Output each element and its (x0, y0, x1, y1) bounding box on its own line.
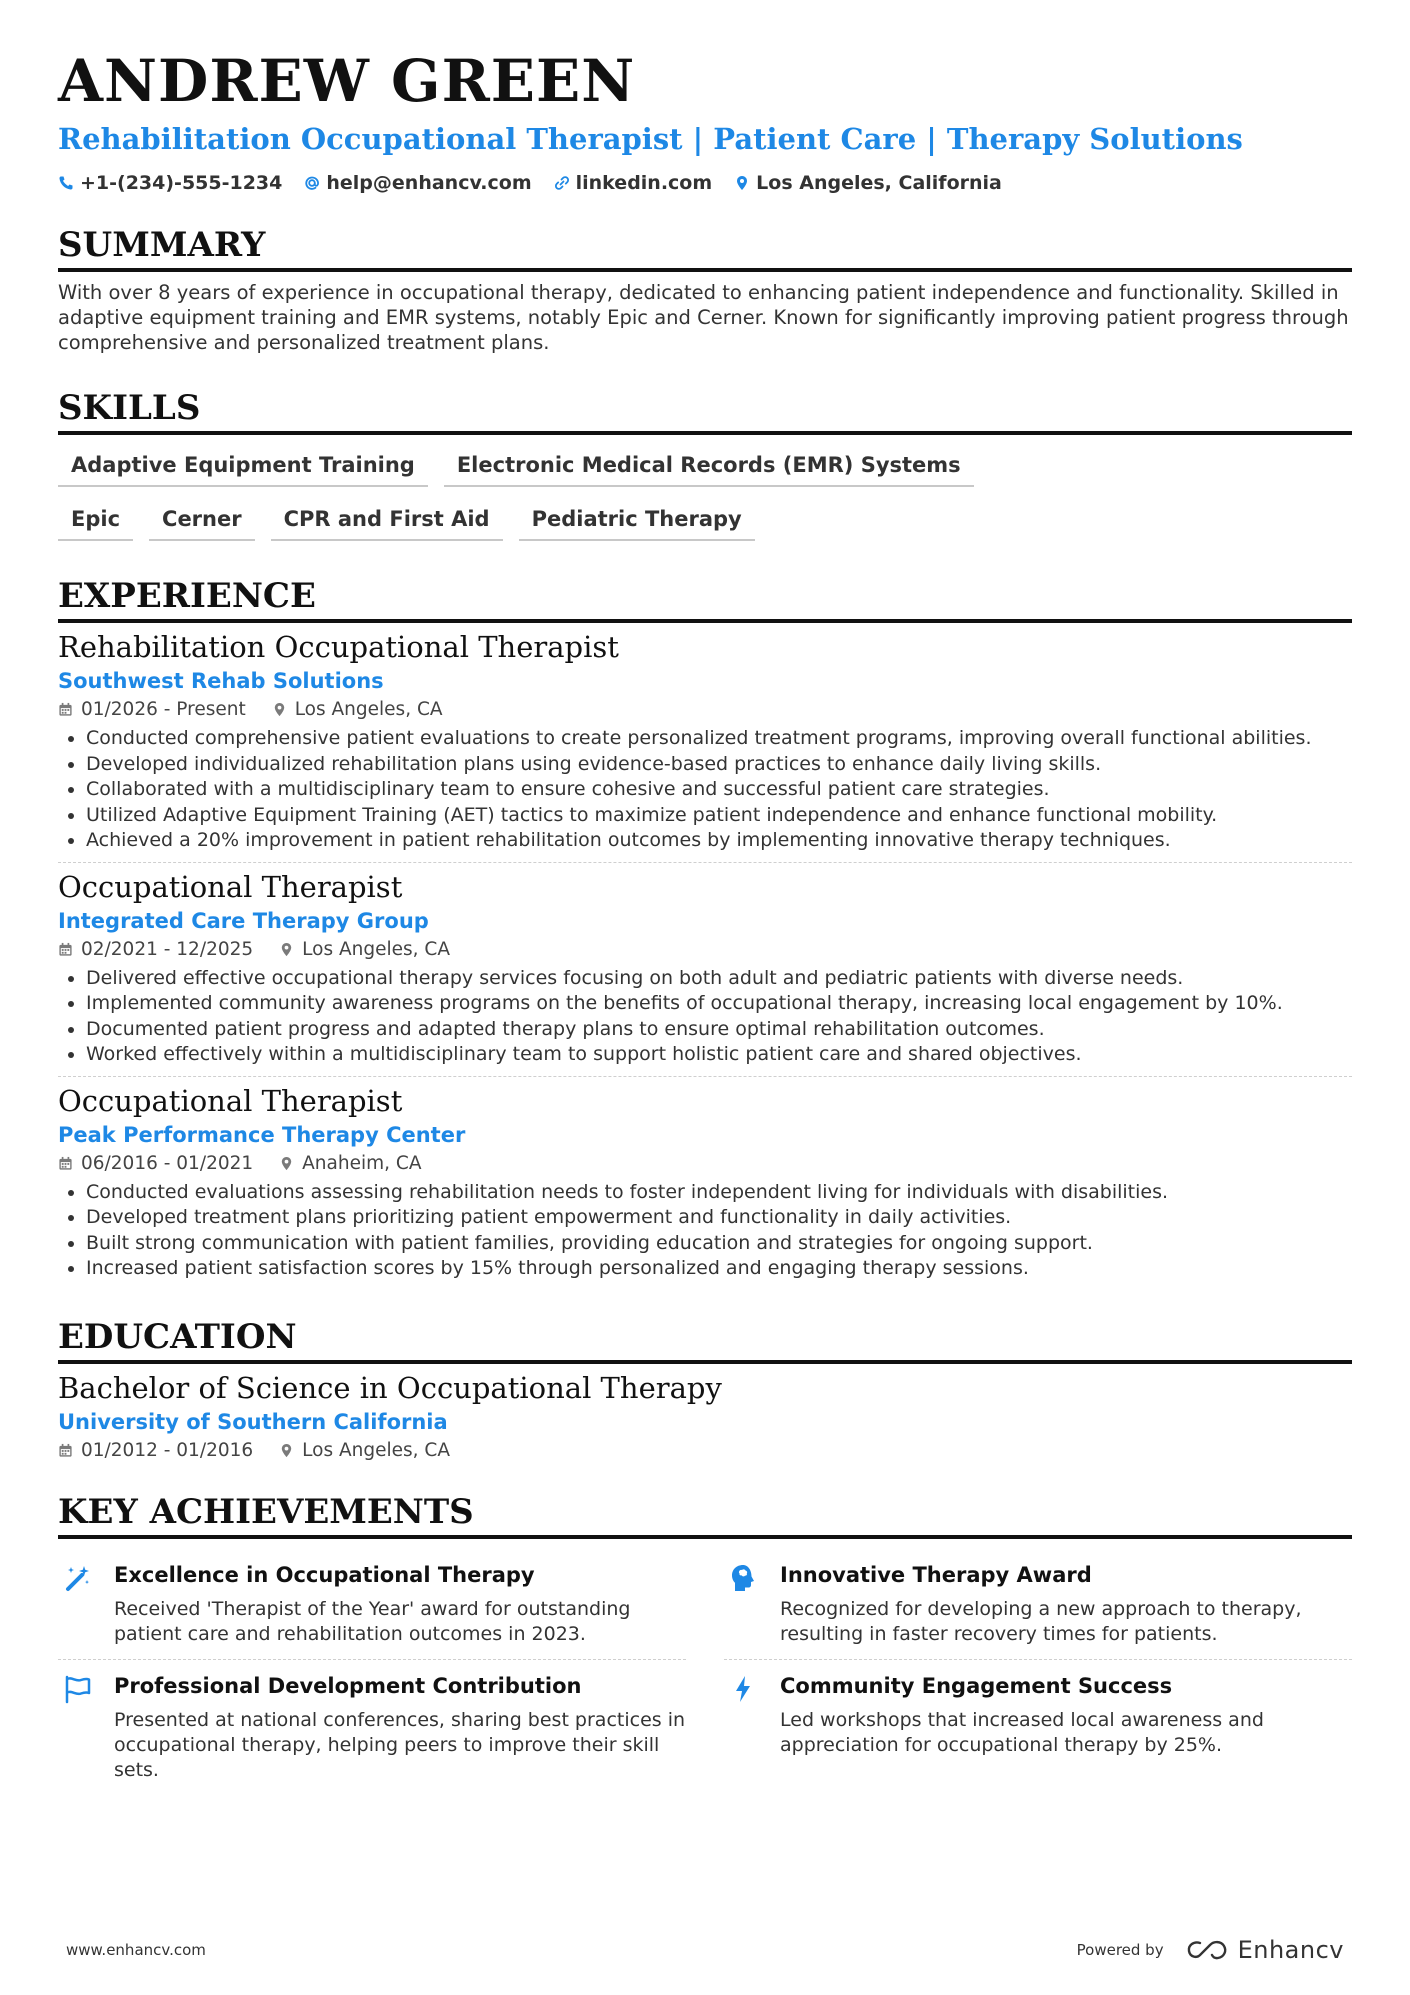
location-text: Los Angeles, CA (294, 699, 443, 720)
achievement-item (58, 1549, 686, 1660)
achievement-title: Innovative Therapy Award (780, 1562, 1092, 1587)
achievement-item (724, 1660, 1352, 1795)
dates-text: 06/2016 - 01/2021 (81, 1152, 254, 1174)
experience-section (58, 575, 1352, 1290)
map-pin-icon (279, 1156, 294, 1171)
company-name: Integrated Care Therapy Group (58, 908, 429, 933)
skill-tag: Adaptive Equipment Training (58, 447, 428, 487)
contact-location (734, 172, 1002, 194)
skill-tag: CPR and First Aid (271, 501, 503, 541)
phone-text: +1-(234)-555-1234 (80, 172, 283, 194)
summary-title: SUMMARY (58, 224, 1352, 272)
bullet-item: • Conducted evaluations assessing rehabilitation needs to foster independent living for individuals with disabilities. (86, 1180, 1352, 1206)
skills-section (58, 387, 1352, 541)
achievement-icon-wrap (728, 1561, 766, 1647)
skills-list (58, 447, 1058, 541)
job-location (272, 699, 443, 720)
bullet-item: • Developed treatment plans prioritizing patient empowerment and functionality in daily activities. (86, 1205, 1352, 1231)
achievement-item (724, 1549, 1352, 1660)
achievement-icon-wrap (728, 1672, 766, 1783)
flag-icon (62, 1674, 92, 1704)
skill-tag: Electronic Medical Records (EMR) Systems (444, 447, 974, 487)
bullet-item: • Worked effectively within a multidisciplinary team to support holistic patient care and shared objectives. (86, 1042, 1352, 1068)
achievement-icon-wrap (62, 1561, 100, 1647)
calendar-icon (58, 702, 73, 717)
education-section (58, 1316, 1352, 1461)
skill-tag: Pediatric Therapy (519, 501, 755, 541)
achievement-desc: Received 'Therapist of the Year' award for outstanding patient care and rehabilitation outcomes in 2023. (114, 1597, 631, 1645)
bullet-item: • Utilized Adaptive Equipment Training (AET) tactics to maximize patient independence and enhance functional mobility. (86, 803, 1352, 829)
job-title: Occupational Therapist (58, 1083, 403, 1118)
dates-text: 01/2012 - 01/2016 (81, 1439, 254, 1461)
candidate-name: ANDREW GREEN (58, 47, 636, 115)
phone-icon (58, 175, 74, 191)
bullet-item: • Achieved a 20% improvement in patient rehabilitation outcomes by implementing innovative therapy techniques. (86, 828, 1352, 854)
contact-bar (58, 172, 1352, 194)
job-location (279, 1153, 421, 1174)
bullet-item: • Increased patient satisfaction scores by 15% through personalized and engaging therapy sessions. (86, 1256, 1352, 1282)
job-bullets (58, 966, 1352, 1068)
company-name: Southwest Rehab Solutions (58, 669, 384, 693)
achievement-title: Community Engagement Success (780, 1673, 1173, 1698)
map-pin-icon (734, 175, 750, 191)
job-meta (58, 699, 1352, 720)
achievements-grid (58, 1549, 1352, 1795)
skill-tag: Cerner (149, 501, 255, 541)
achievement-title: Professional Development Contribution (114, 1673, 582, 1698)
location-text: Los Angeles, CA (302, 938, 450, 960)
map-pin-icon (279, 1443, 294, 1458)
degree-title: Bachelor of Science in Occupational Therapy (58, 1370, 722, 1405)
magic-wand-icon (62, 1563, 92, 1593)
job-entry (58, 1076, 1352, 1290)
summary-section (58, 224, 1352, 355)
achievement-item (58, 1660, 686, 1795)
enhancv-logo-icon (1186, 1939, 1230, 1961)
location-text: Los Angeles, California (756, 172, 1002, 194)
achievement-title: Excellence in Occupational Therapy (114, 1562, 535, 1587)
bullet-item: • Documented patient progress and adapted therapy plans to ensure optimal rehabilitation outcomes. (86, 1017, 1352, 1043)
head-brain-icon (728, 1563, 758, 1593)
education-dates (58, 1440, 253, 1461)
link-icon (554, 175, 570, 191)
bullet-item: • Developed individualized rehabilitation plans using evidence-based practices to enhance daily living skills. (86, 752, 1352, 778)
job-entry (58, 629, 1352, 862)
job-meta (58, 939, 1352, 960)
contact-linkedin[interactable] (554, 172, 713, 194)
achievement-desc: Led workshops that increased local awareness and appreciation for occupational therapy by 25%. (780, 1708, 1264, 1756)
education-location (279, 1440, 450, 1461)
calendar-icon (58, 1443, 73, 1458)
job-dates (58, 699, 246, 720)
dates-text: 01/2026 - Present (81, 699, 246, 720)
brand-name: Enhancv (1237, 1936, 1344, 1964)
email-text: help@enhancv.com (326, 172, 532, 194)
job-dates (58, 1153, 253, 1174)
job-location (279, 939, 450, 960)
summary-text: With over 8 years of experience in occupational therapy, dedicated to enhancing patient independence and functionality. Skilled in adaptive equipment training and EMR systems, notably Epic and Cerner. Known for significantly improving patient progress through comprehensive and personalized treatment plans. (58, 281, 1349, 354)
location-text: Los Angeles, CA (302, 1439, 450, 1461)
map-pin-icon (272, 702, 287, 717)
powered-by (1077, 1936, 1344, 1964)
education-meta (58, 1440, 1352, 1461)
dates-text: 02/2021 - 12/2025 (81, 938, 254, 960)
achievements-title: KEY ACHIEVEMENTS (58, 1491, 1352, 1539)
achievement-icon-wrap (62, 1672, 100, 1783)
achievement-desc: Presented at national conferences, sharing best practices in occupational therapy, helping peers to improve their skill sets. (114, 1708, 686, 1781)
powered-by-label: Powered by (1076, 1941, 1164, 1959)
job-title: Occupational Therapist (58, 869, 403, 904)
company-name: Peak Performance Therapy Center (58, 1122, 466, 1147)
bullet-item: • Conducted comprehensive patient evaluations to create personalized treatment programs, improving overall functional abilities. (86, 726, 1352, 752)
linkedin-text: linkedin.com (575, 172, 713, 194)
calendar-icon (58, 942, 73, 957)
contact-phone[interactable] (58, 172, 282, 194)
headline: Rehabilitation Occupational Therapist | Patient Care | Therapy Solutions (58, 122, 1243, 156)
achievements-section (58, 1491, 1352, 1795)
job-dates (58, 939, 253, 960)
job-title: Rehabilitation Occupational Therapist (58, 630, 619, 664)
job-meta (58, 1153, 1352, 1174)
bullet-item: • Collaborated with a multidisciplinary team to ensure cohesive and successful patient care strategies. (86, 777, 1352, 803)
calendar-icon (58, 1156, 73, 1171)
skill-tag: Epic (58, 501, 133, 541)
bullet-item: • Implemented community awareness programs on the benefits of occupational therapy, increasing local engagement by 10%. (86, 991, 1352, 1017)
education-title: EDUCATION (58, 1316, 1352, 1364)
job-bullets (58, 1180, 1352, 1282)
map-pin-icon (279, 942, 294, 957)
lightning-icon (728, 1674, 758, 1704)
footer-website-link[interactable]: www.enhancv.com (66, 1941, 206, 1959)
bullet-item: • Delivered effective occupational therapy services focusing on both adult and pediatric patients with diverse needs. (86, 966, 1352, 992)
skills-title: SKILLS (58, 387, 1352, 435)
brand-logo[interactable] (1186, 1936, 1344, 1964)
at-sign-icon (304, 175, 320, 191)
experience-title: EXPERIENCE (58, 575, 1352, 623)
school-name: University of Southern California (58, 1409, 448, 1434)
job-bullets (58, 726, 1352, 854)
page-footer (66, 1936, 1344, 1964)
achievement-desc: Recognized for developing a new approach to therapy, resulting in faster recovery times for patients. (780, 1597, 1302, 1645)
location-text: Anaheim, CA (302, 1152, 422, 1174)
bullet-item: • Built strong communication with patient families, providing education and strategies for ongoing support. (86, 1231, 1352, 1257)
job-entry (58, 862, 1352, 1076)
contact-email[interactable] (304, 172, 531, 194)
